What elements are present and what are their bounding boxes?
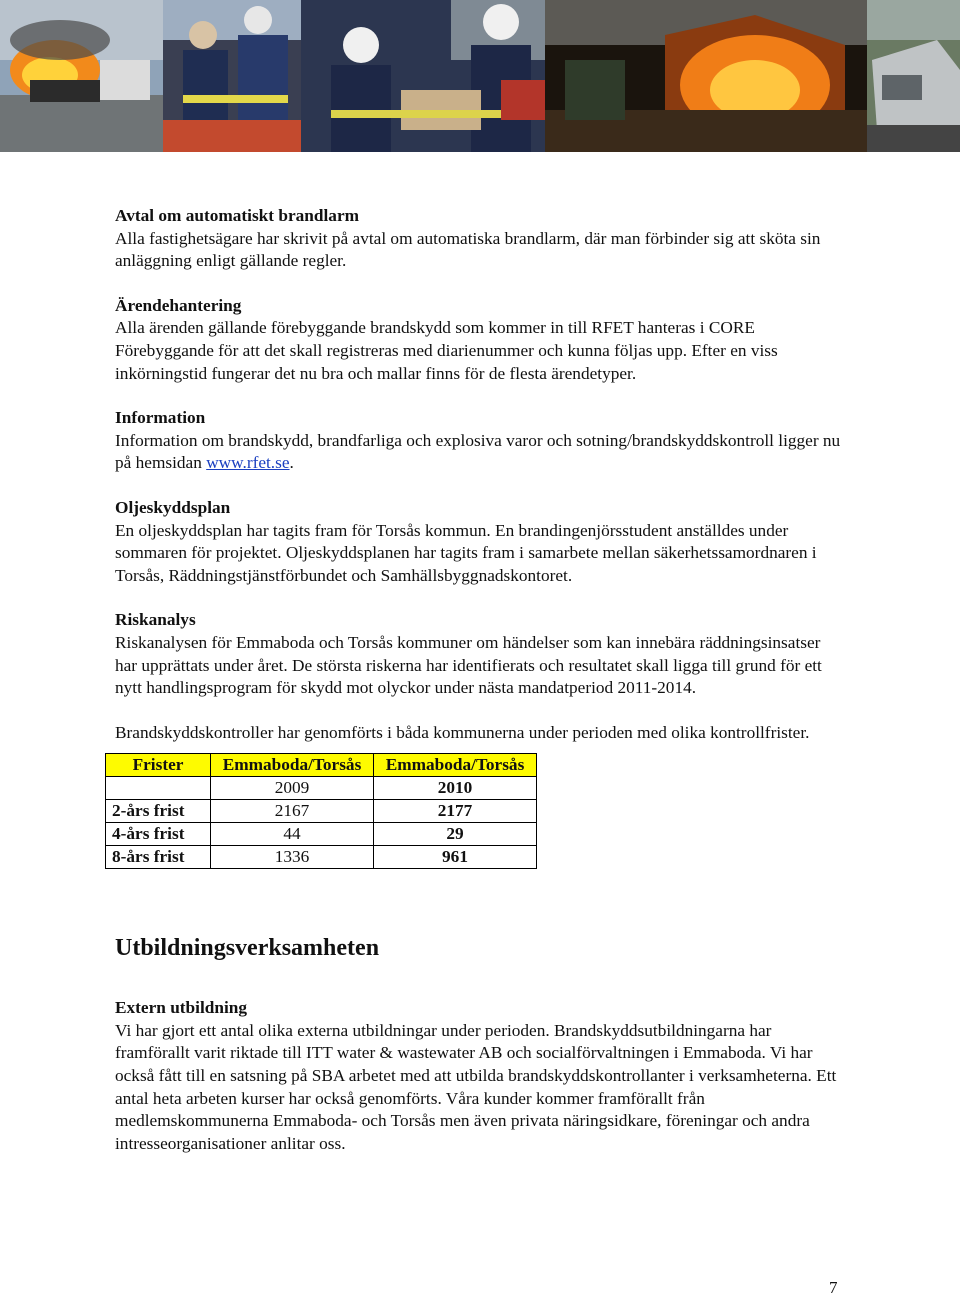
table-cell: 2010 xyxy=(374,777,537,800)
section-case-handling xyxy=(115,295,845,385)
section-oil-protection-plan xyxy=(115,497,845,587)
table-cell: 44 xyxy=(211,823,374,846)
section-text: Brandskyddskontroller har genomförts i båda kommunerna under perioden med olika kontrollfrister. xyxy=(115,722,810,742)
document-body xyxy=(112,205,845,1177)
car-crash-photo xyxy=(867,0,960,152)
section-title: Extern utbildning xyxy=(115,998,248,1018)
table-row-label: 2-års frist xyxy=(106,800,211,823)
section-inspections xyxy=(115,722,845,745)
table-cell: 2167 xyxy=(211,800,374,823)
website-link[interactable]: www.rfet.se xyxy=(206,453,290,473)
section-text: Alla fastighetsägare har skrivit på avtal om automatiska brandlarm, där man förbinder sig att sköta sin anläggning enligt gällande regler. xyxy=(115,228,821,271)
section-title: Oljeskyddsplan xyxy=(115,497,231,517)
table-cell: 961 xyxy=(374,846,537,869)
section-external-training xyxy=(115,997,845,1155)
car-fire-photo xyxy=(0,0,163,152)
firefighter-rescue-photo xyxy=(301,0,545,152)
rescue-team-photo xyxy=(163,0,301,152)
table-row xyxy=(106,823,537,846)
section-title: Ärendehantering xyxy=(115,295,242,315)
section-title: Riskanalys xyxy=(115,610,196,630)
table-year-row xyxy=(106,777,537,800)
page-number: 7 xyxy=(829,1278,838,1297)
table-cell: 29 xyxy=(374,823,537,846)
section-text xyxy=(115,430,845,475)
table-cell: 1336 xyxy=(211,846,374,869)
table-row-label: 8-års frist xyxy=(106,846,211,869)
house-fire-photo xyxy=(545,0,867,152)
section-title: Information xyxy=(115,408,206,428)
section-risk-analysis xyxy=(115,609,845,699)
section-automatic-fire-alarm xyxy=(115,205,845,273)
table-row-label: 4-års frist xyxy=(106,823,211,846)
section-text: Riskanalysen för Emmaboda och Torsås kommuner om händelser som kan innebära räddningsinsatser har upprättats under året. De största riskerna har identifierats och resultatet skall ligga till grund för ett nytt handlingsprogram för skydd mot olyckor under nästa mandatperiod 2011-2014. xyxy=(115,632,822,698)
section-title: Avtal om automatiskt brandlarm xyxy=(115,206,360,225)
section-text: En oljeskyddsplan har tagits fram för Torsås kommun. En brandingenjörsstudent anställdes under sommaren för projektet. Oljeskyddsplanen har tagits fram i samarbete mellan säkerhetssamordnaren i Torsås, Räddningstjänstförbundet och Samhällsbyggnadskontoret. xyxy=(115,520,817,585)
table-row xyxy=(106,800,537,823)
table-header-cell: Emmaboda/Torsås xyxy=(374,754,537,777)
information-text: Information om brandskydd, brandfarliga och explosiva varor och sotning/brandskyddskontroll ligger nu på hemsidan xyxy=(115,430,841,473)
table-header-cell: Emmaboda/Torsås xyxy=(211,754,374,777)
chapter-heading: Utbildningsverksamheten xyxy=(115,935,380,962)
table-cell xyxy=(106,777,211,800)
table-cell: 2177 xyxy=(374,800,537,823)
section-information xyxy=(115,407,845,475)
section-text: Vi har gjort ett antal olika externa utbildningar under perioden. Brandskyddsutbildningarna har framförallt varit riktade till ITT water & wastewater AB och socialförvaltningen i Emmaboda. Vi har också fått till en satsning på SBA arbetet med att utbilda brandskyddskontrollanter i verksamheterna. Ett antal heta arbeten kurser har också genomförts. Våra kunder kommer framförallt från medlemskommunerna Emmaboda- och Torsås men även privata näringsidkare, föreningar och andra intresseorganisationer anlitar oss. xyxy=(115,1020,837,1153)
inspection-intervals-table xyxy=(105,753,537,869)
section-text: Alla ärenden gällande förebyggande brandskydd som kommer in till RFET hanteras i CORE Förebyggande för att det skall registreras med diarienummer och kunna följas upp. Efter en viss inkörningstid fungerar det nu bra och mallar finns för de flesta ärendetyper. xyxy=(115,318,778,383)
photo-banner xyxy=(0,0,960,152)
table-cell: 2009 xyxy=(211,777,374,800)
information-period: . xyxy=(289,453,294,473)
table-header-cell: Frister xyxy=(106,754,211,777)
table-header-row xyxy=(106,754,537,777)
table-row xyxy=(106,846,537,869)
